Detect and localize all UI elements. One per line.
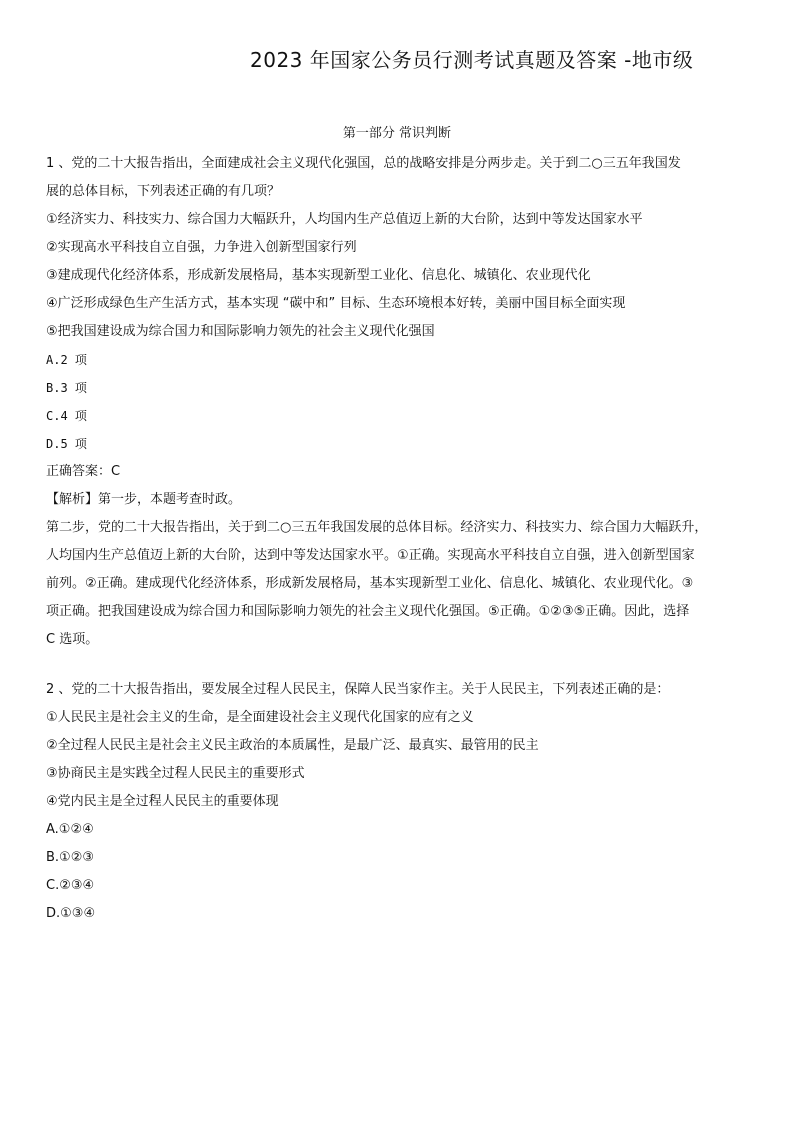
analysis-line-2: 人均国内生产总值迈上新的大台阶，达到中等发达国家水平。①正确。实现高水平科技自立自强，进入创新型国家	[46, 548, 695, 563]
option-a: A.①②④	[46, 822, 94, 837]
question-1-stem-line-2: 展的总体目标，下列表述正确的有几项？	[46, 184, 281, 199]
option-c: C.②③④	[46, 878, 95, 893]
document-title: 2023 年国家公务员行测考试真题及答案 -地市级	[250, 48, 694, 72]
option-c: C.4 项	[46, 409, 87, 423]
question-2-stem: 2 、党的二十大报告指出，要发展全过程人民民主，保障人民当家作主。关于人民民主，下列表述正确的是：	[46, 682, 670, 697]
question-2	[46, 676, 758, 928]
statement-2: ②全过程人民民主是社会主义民主政治的本质属性，是最广泛、最真实、最管用的民主	[46, 738, 539, 753]
statement-1: ①人民民主是社会主义的生命，是全面建设社会主义现代化国家的应有之义	[46, 710, 474, 725]
option-d: D.5 项	[46, 437, 87, 451]
question-1-stem-line-1: 1 、党的二十大报告指出，全面建成社会主义现代化强国，总的战略安排是分两步走。关于到二○三五年我国发	[46, 156, 681, 171]
option-d: D.①③④	[46, 906, 96, 921]
option-b: B.①②③	[46, 850, 95, 865]
option-a: A.2 项	[46, 353, 87, 367]
statement-2: ②实现高水平科技自立自强，力争进入创新型国家行列	[46, 240, 357, 255]
analysis-step-1: 【解析】第一步，本题考查时政。	[46, 492, 242, 507]
option-b: B.3 项	[46, 381, 87, 395]
section-heading: 第一部分 常识判断	[342, 126, 452, 141]
statement-1: ①经济实力、科技实力、综合国力大幅跃升，人均国内生产总值迈上新的大台阶，达到中等发达国家水平	[46, 212, 643, 227]
document-body	[46, 150, 758, 928]
statement-4: ④广泛形成绿色生产生活方式，基本实现 “碳中和” 目标、生态环境根本好转，美丽中国目标全面实现	[46, 296, 626, 311]
analysis-line-1: 第二步，党的二十大报告指出，关于到二○三五年我国发展的总体目标。经济实力、科技实力、综合国力大幅跃升，	[46, 520, 708, 535]
analysis-line-3: 前列。②正确。建成现代化经济体系，形成新发展格局，基本实现新型工业化、信息化、城镇化、农业现代化。③	[46, 576, 694, 591]
statement-3: ③协商民主是实践全过程人民民主的重要形式	[46, 766, 305, 781]
statement-5: ⑤把我国建设成为综合国力和国际影响力领先的社会主义现代化强国	[46, 324, 435, 339]
analysis-line-4: 项正确。把我国建设成为综合国力和国际影响力领先的社会主义现代化强国。⑤正确。①②③⑤正确。因此，选择	[46, 604, 690, 619]
statement-4: ④党内民主是全过程人民民主的重要体现	[46, 794, 279, 809]
answer: 正确答案：C	[46, 464, 121, 479]
analysis-line-5: C 选项。	[46, 632, 99, 647]
question-1	[46, 150, 758, 654]
statement-3: ③建成现代化经济体系，形成新发展格局，基本实现新型工业化、信息化、城镇化、农业现代化	[46, 268, 591, 283]
